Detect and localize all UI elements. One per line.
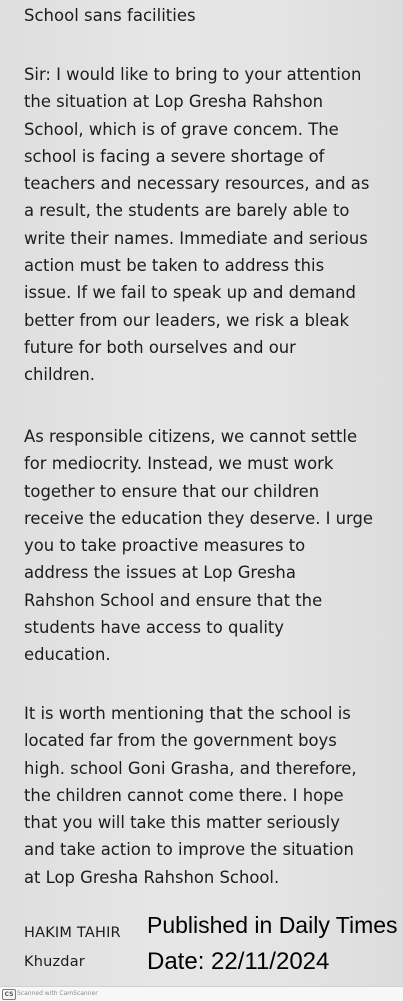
text-line: students have access to quality [24, 618, 285, 638]
text-line: you to take proactive measures to [24, 536, 306, 556]
letter-heading: School sans facilities [24, 6, 196, 25]
text-line: education. [24, 645, 111, 665]
text-line: address the issues at Lop Gresha [24, 563, 296, 583]
camscanner-logo-icon: CS [2, 989, 16, 1000]
text-line: for mediocrity. Instead, we must work [24, 454, 334, 474]
text-line: the situation at Lop Gresha Rahshon [24, 92, 323, 112]
text-line: teachers and necessary resources, and as [24, 174, 370, 194]
text-line: action must be taken to address this [24, 256, 325, 276]
text-line: together to ensure that our children [24, 481, 320, 501]
text-line: and take action to improve the situation [24, 840, 354, 860]
text-line: As responsible citizens, we cannot settle [24, 427, 358, 446]
text-line: a result, the students are barely able to [24, 201, 350, 221]
text-line: issue. If we fail to speak up and demand [24, 283, 356, 303]
text-line: Sir: I would like to bring to your attention [24, 65, 362, 84]
text-line: Rahshon School and ensure that the [24, 590, 323, 610]
publish-date: Date: 22/11/2024 [147, 948, 330, 975]
paragraph-3 [24, 700, 396, 891]
published-in-label: Published in Daily Times [147, 912, 398, 938]
text-line: at Lop Gresha Rahshon School. [24, 867, 280, 887]
text-line: School, which is of grave concem. The [24, 119, 339, 139]
scanner-watermark-text: Scanned with CamScanner [17, 990, 98, 997]
text-line: future for both ourselves and our [24, 337, 296, 357]
text-line: located far from the government boys [24, 731, 337, 751]
text-line: children. [24, 365, 95, 385]
text-line: It is worth mentioning that the school is [24, 704, 351, 723]
text-line: write their names. Immediate and serious [24, 228, 368, 248]
text-line: receive the education they deserve. I urge [24, 508, 373, 528]
text-line: the children cannot come there. I hope [24, 785, 344, 805]
paragraph-2 [24, 423, 396, 669]
text-line: school is facing a severe shortage of [24, 146, 325, 166]
scanner-footer [0, 986, 403, 1001]
signature-name: HAKIM TAHIR [24, 925, 121, 941]
signature-place: Khuzdar [24, 954, 85, 970]
text-line: high. school Goni Grasha, and therefore, [24, 758, 357, 778]
text-line: better from our leaders, we risk a bleak [24, 310, 350, 330]
text-line: that you will take this matter seriously [24, 813, 340, 833]
paragraph-1 [24, 61, 396, 389]
